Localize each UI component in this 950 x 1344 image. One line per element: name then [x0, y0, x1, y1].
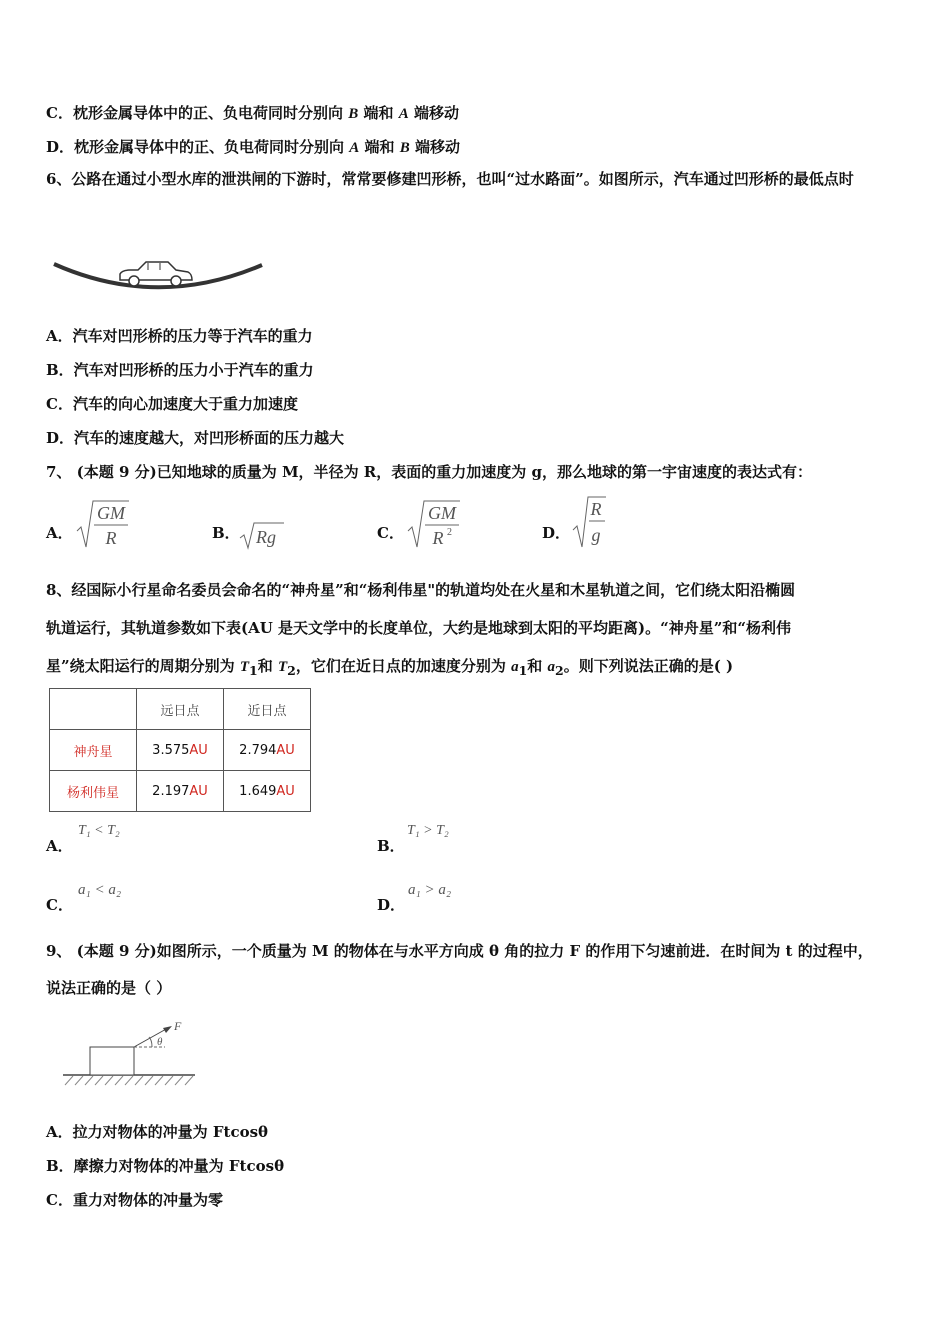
q7-a-denominator: R — [105, 528, 117, 548]
q8-line-1: 8、经国际小行星命名委员会命名的“神舟星”和“杨利伟星"的轨道均处在火星和木星轨道之间，它们绕太阳沿椭圆 — [46, 581, 796, 599]
q6-option-b: B．汽车对凹形桥的压力小于汽车的重力 — [46, 361, 314, 379]
q6-option-d: D．汽车的速度越大，对凹形桥面的压力越大 — [46, 429, 345, 447]
table-header-cell — [50, 689, 137, 730]
table-header-cell: 近日点 — [224, 689, 311, 730]
q7-d-numerator: R — [590, 499, 602, 519]
q5-option-c: C．枕形金属导体中的正、负电荷同时分别向 B 端和 A 端移动 — [46, 104, 459, 122]
concave-bridge-car-figure — [52, 255, 267, 295]
angle-label: θ — [157, 1036, 163, 1048]
q6-option-a: A．汽车对凹形桥的压力等于汽车的重力 — [46, 327, 313, 345]
q9-option-b: B．摩擦力对物体的冲量为 Ftcosθ — [46, 1157, 285, 1175]
q7-stem: 7、 (本题 9 分)已知地球的质量为 M，半径为 R，表面的重力加速度为 g，那么地球的第一宇宙速度的表达式有： — [46, 463, 812, 481]
q7-formula-c — [405, 497, 465, 551]
q7-formula-d — [570, 494, 610, 550]
q9-line-2: 说法正确的是（ ） — [46, 979, 172, 997]
table-cell-far: 2.197AU — [137, 771, 224, 812]
q9-option-a: A．拉力对物体的冲量为 Ftcosθ — [46, 1123, 269, 1141]
table-cell-near: 2.794AU — [224, 730, 311, 771]
block-pull-figure — [60, 1018, 200, 1090]
q6-option-c: C．汽车的向心加速度大于重力加速度 — [46, 395, 298, 413]
q5-option-d: D．枕形金属导体中的正、负电荷同时分别向 A 端和 B 端移动 — [46, 138, 461, 156]
q7-formula-b — [238, 520, 288, 550]
q7-c-exponent: 2 — [447, 527, 452, 538]
q8-line-3: 星”绕太阳运行的周期分别为 $T_1$和 $T_2$，它们在近日点的加速度分别为 $a_1$和 $a_2$。则下列说法正确的是( ) — [46, 657, 734, 678]
table-header-cell: 远日点 — [137, 689, 224, 730]
q8-option-a-label: A． — [46, 837, 73, 855]
table-row — [50, 730, 311, 771]
q8-option-d-math: a₁ > a₂ — [408, 882, 452, 898]
q8-option-d-label: D． — [377, 896, 406, 914]
q7-d-denominator: g — [591, 525, 601, 545]
q8-line-2: 轨道运行，其轨道参数如下表(AU 是天文学中的长度单位，大约是地球到太阳的平均距离)。“神舟星”和“杨利伟 — [46, 619, 792, 637]
block — [90, 1047, 134, 1075]
q7-option-b-label: B． — [212, 524, 240, 542]
q7-a-numerator: GM — [97, 503, 125, 523]
table-cell-name: 杨利伟星 — [50, 771, 137, 812]
q8-option-b-label: B． — [377, 837, 405, 855]
q9-option-c: C．重力对物体的冲量为零 — [46, 1191, 223, 1209]
q7-c-denominator: R — [432, 528, 444, 548]
orbit-parameter-table — [49, 688, 311, 812]
q8-option-c-math: a₁ < a₂ — [78, 882, 122, 898]
table-cell-name: 神舟星 — [50, 730, 137, 771]
q7-option-d-label: D． — [542, 524, 571, 542]
q6-stem: 6、公路在通过小型水库的泄洪闸的下游时，常常要修建凹形桥，也叫“过水路面”。如图所示，汽车通过凹形桥的最低点时 — [46, 170, 854, 188]
car-icon — [120, 262, 192, 286]
q8-option-a-math: T₁ < T₂ — [78, 823, 120, 838]
q7-option-c-label: C． — [377, 524, 404, 542]
table-row — [50, 771, 311, 812]
table-cell-far: 3.575AU — [137, 730, 224, 771]
q8-option-b-math: T₁ > T₂ — [407, 823, 449, 838]
table-cell-near: 1.649AU — [224, 771, 311, 812]
force-arrow — [134, 1028, 168, 1047]
q9-line-1: 9、 (本题 9 分)如图所示，一个质量为 M 的物体在与水平方向成 θ 角的拉力 F 的作用下匀速前进．在时间为 t 的过程中， — [46, 942, 873, 960]
force-label: F — [174, 1019, 182, 1033]
q7-formula-a — [74, 497, 134, 551]
ground-hatching — [65, 1076, 193, 1085]
q7-b-expression: Rg — [256, 527, 276, 547]
q8-option-c-label: C． — [46, 896, 73, 914]
table-header-row — [50, 689, 311, 730]
q7-option-a-label: A． — [46, 524, 73, 542]
q7-c-numerator: GM — [428, 503, 456, 523]
